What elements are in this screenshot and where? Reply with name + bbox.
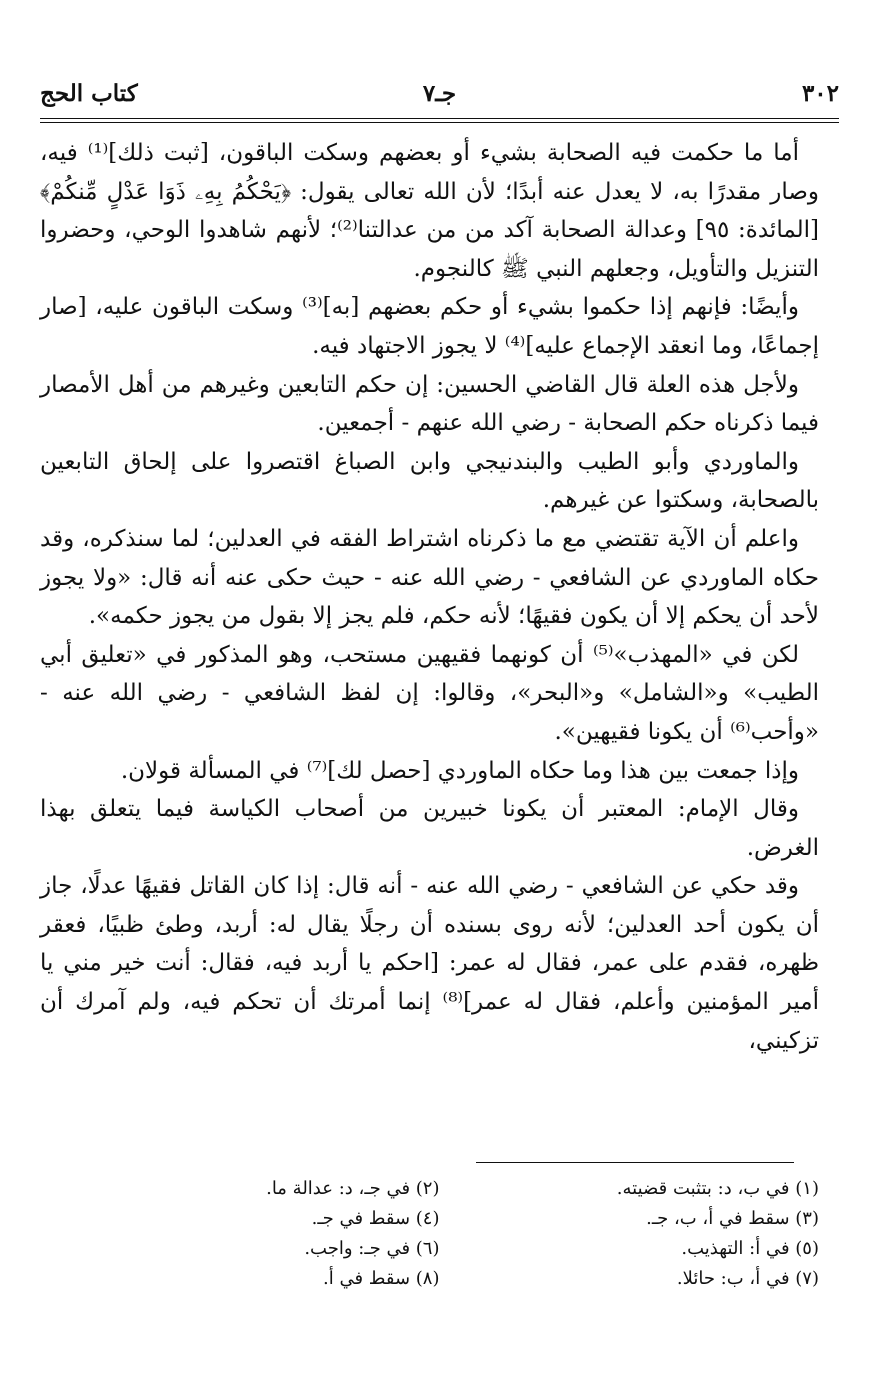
header-rule xyxy=(40,118,839,119)
paragraph: وإذا جمعت بين هذا وما حكاه الماوردي [حصل لك]⁽⁷⁾ في المسألة قولان. xyxy=(120,757,799,784)
volume-number: جـ٧ xyxy=(422,80,457,107)
paragraph: وقد حكي عن الشافعي - رضي الله عنه - أنه قال: إذا كان القاتل فقيهًا عدلًا، جاز أن يكون أحد العدلين؛ لأنه روى بسنده أن رجلًا يقال له: أربد، وطئ ظبيًا، فعقر ظهره، فقدم على عمر، فقال له عمر: [احكم يا أربد فيه، فقال: أنت خير مني يا أمير المؤمنين وأعلم، فقال له عمر]⁽⁸⁾ إنما أمرتك أن تحكم فيه، ولم آمرك أن تزكيني، xyxy=(40,873,819,1054)
footnote: (٨) سقط في أ. xyxy=(323,1268,440,1289)
running-header xyxy=(40,80,839,116)
paragraph: أما ما حكمت فيه الصحابة بشيء أو بعضهم وسكت الباقون، [ثبت ذلك]⁽¹⁾ فيه، وصار مقدرًا به، لا يعدل عنه أبدًا؛ لأن الله تعالى يقول: ﴿يَحْكُمُ بِهِۦ ذَوَا عَدْلٍ مِّنكُمْ﴾ [المائدة: ٩٥] وعدالة الصحابة آكد من من عدالتنا⁽²⁾؛ لأنهم شاهدوا الوحي، وحضروا التنزيل والتأويل، وجعلهم النبي ﷺ كالنجوم. xyxy=(40,140,819,282)
footnote: (٦) في جـ: واجب. xyxy=(304,1238,440,1259)
footnote: (١) في ب، د: بتثبت قضيته. xyxy=(616,1178,819,1199)
main-text xyxy=(40,134,819,1060)
footnote-separator xyxy=(476,1162,794,1163)
paragraph: والماوردي وأبو الطيب والبندنيجي وابن الصباغ اقتصروا على إلحاق التابعين بالصحابة، وسكتوا عن غيرهم. xyxy=(40,448,819,514)
footnote: (٢) في جـ، د: عدالة ما. xyxy=(266,1178,440,1199)
paragraph: وقال الإمام: المعتبر أن يكونا خبيرين من أصحاب الكياسة فيما يتعلق بهذا الغرض. xyxy=(40,796,819,861)
footnotes xyxy=(60,1178,819,1298)
footnote: (٤) سقط في جـ. xyxy=(311,1208,440,1229)
page-number: ٣٠٢ xyxy=(801,80,839,107)
footnote: (٧) في أ، ب: حائلا. xyxy=(676,1268,819,1289)
paragraph: ولأجل هذه العلة قال القاضي الحسين: إن حكم التابعين وغيرهم من أهل الأمصار فيما ذكرناه حكم الصحابة - رضي الله عنهم - أجمعين. xyxy=(40,371,819,437)
footnote: (٣) سقط في أ، ب، جـ. xyxy=(646,1208,819,1229)
book-title: كتاب الحج xyxy=(40,80,138,107)
footnote: (٥) في أ: التهذيب. xyxy=(681,1238,819,1259)
header-rule-inner xyxy=(40,122,839,123)
paragraph: واعلم أن الآية تقتضي مع ما ذكرناه اشتراط الفقه في العدلين؛ لما سنذكره، وقد حكاه الماوردي عن الشافعي - رضي الله عنه - حيث حكى عنه أنه قال: «ولا يجوز لأحد أن يحكم إلا أن يكون فقيهًا؛ لأنه حكم، فلم يجز إلا بقول من يجوز حكمه». xyxy=(40,525,819,630)
paragraph: وأيضًا: فإنهم إذا حكموا بشيء أو حكم بعضهم [به]⁽³⁾ وسكت الباقون عليه، [صار إجماعًا، وما انعقد الإجماع عليه]⁽⁴⁾ لا يجوز الاجتهاد فيه. xyxy=(40,294,819,359)
paragraph: لكن في «المهذب»⁽⁵⁾ أن كونهما فقيهين مستحب، وهو المذكور في «تعليق أبي الطيب» و«الشامل» و«البحر»، وقالوا: إن لفظ الشافعي - رضي الله عنه - «وأحب⁽⁶⁾ أن يكونا فقيهين». xyxy=(40,641,819,745)
